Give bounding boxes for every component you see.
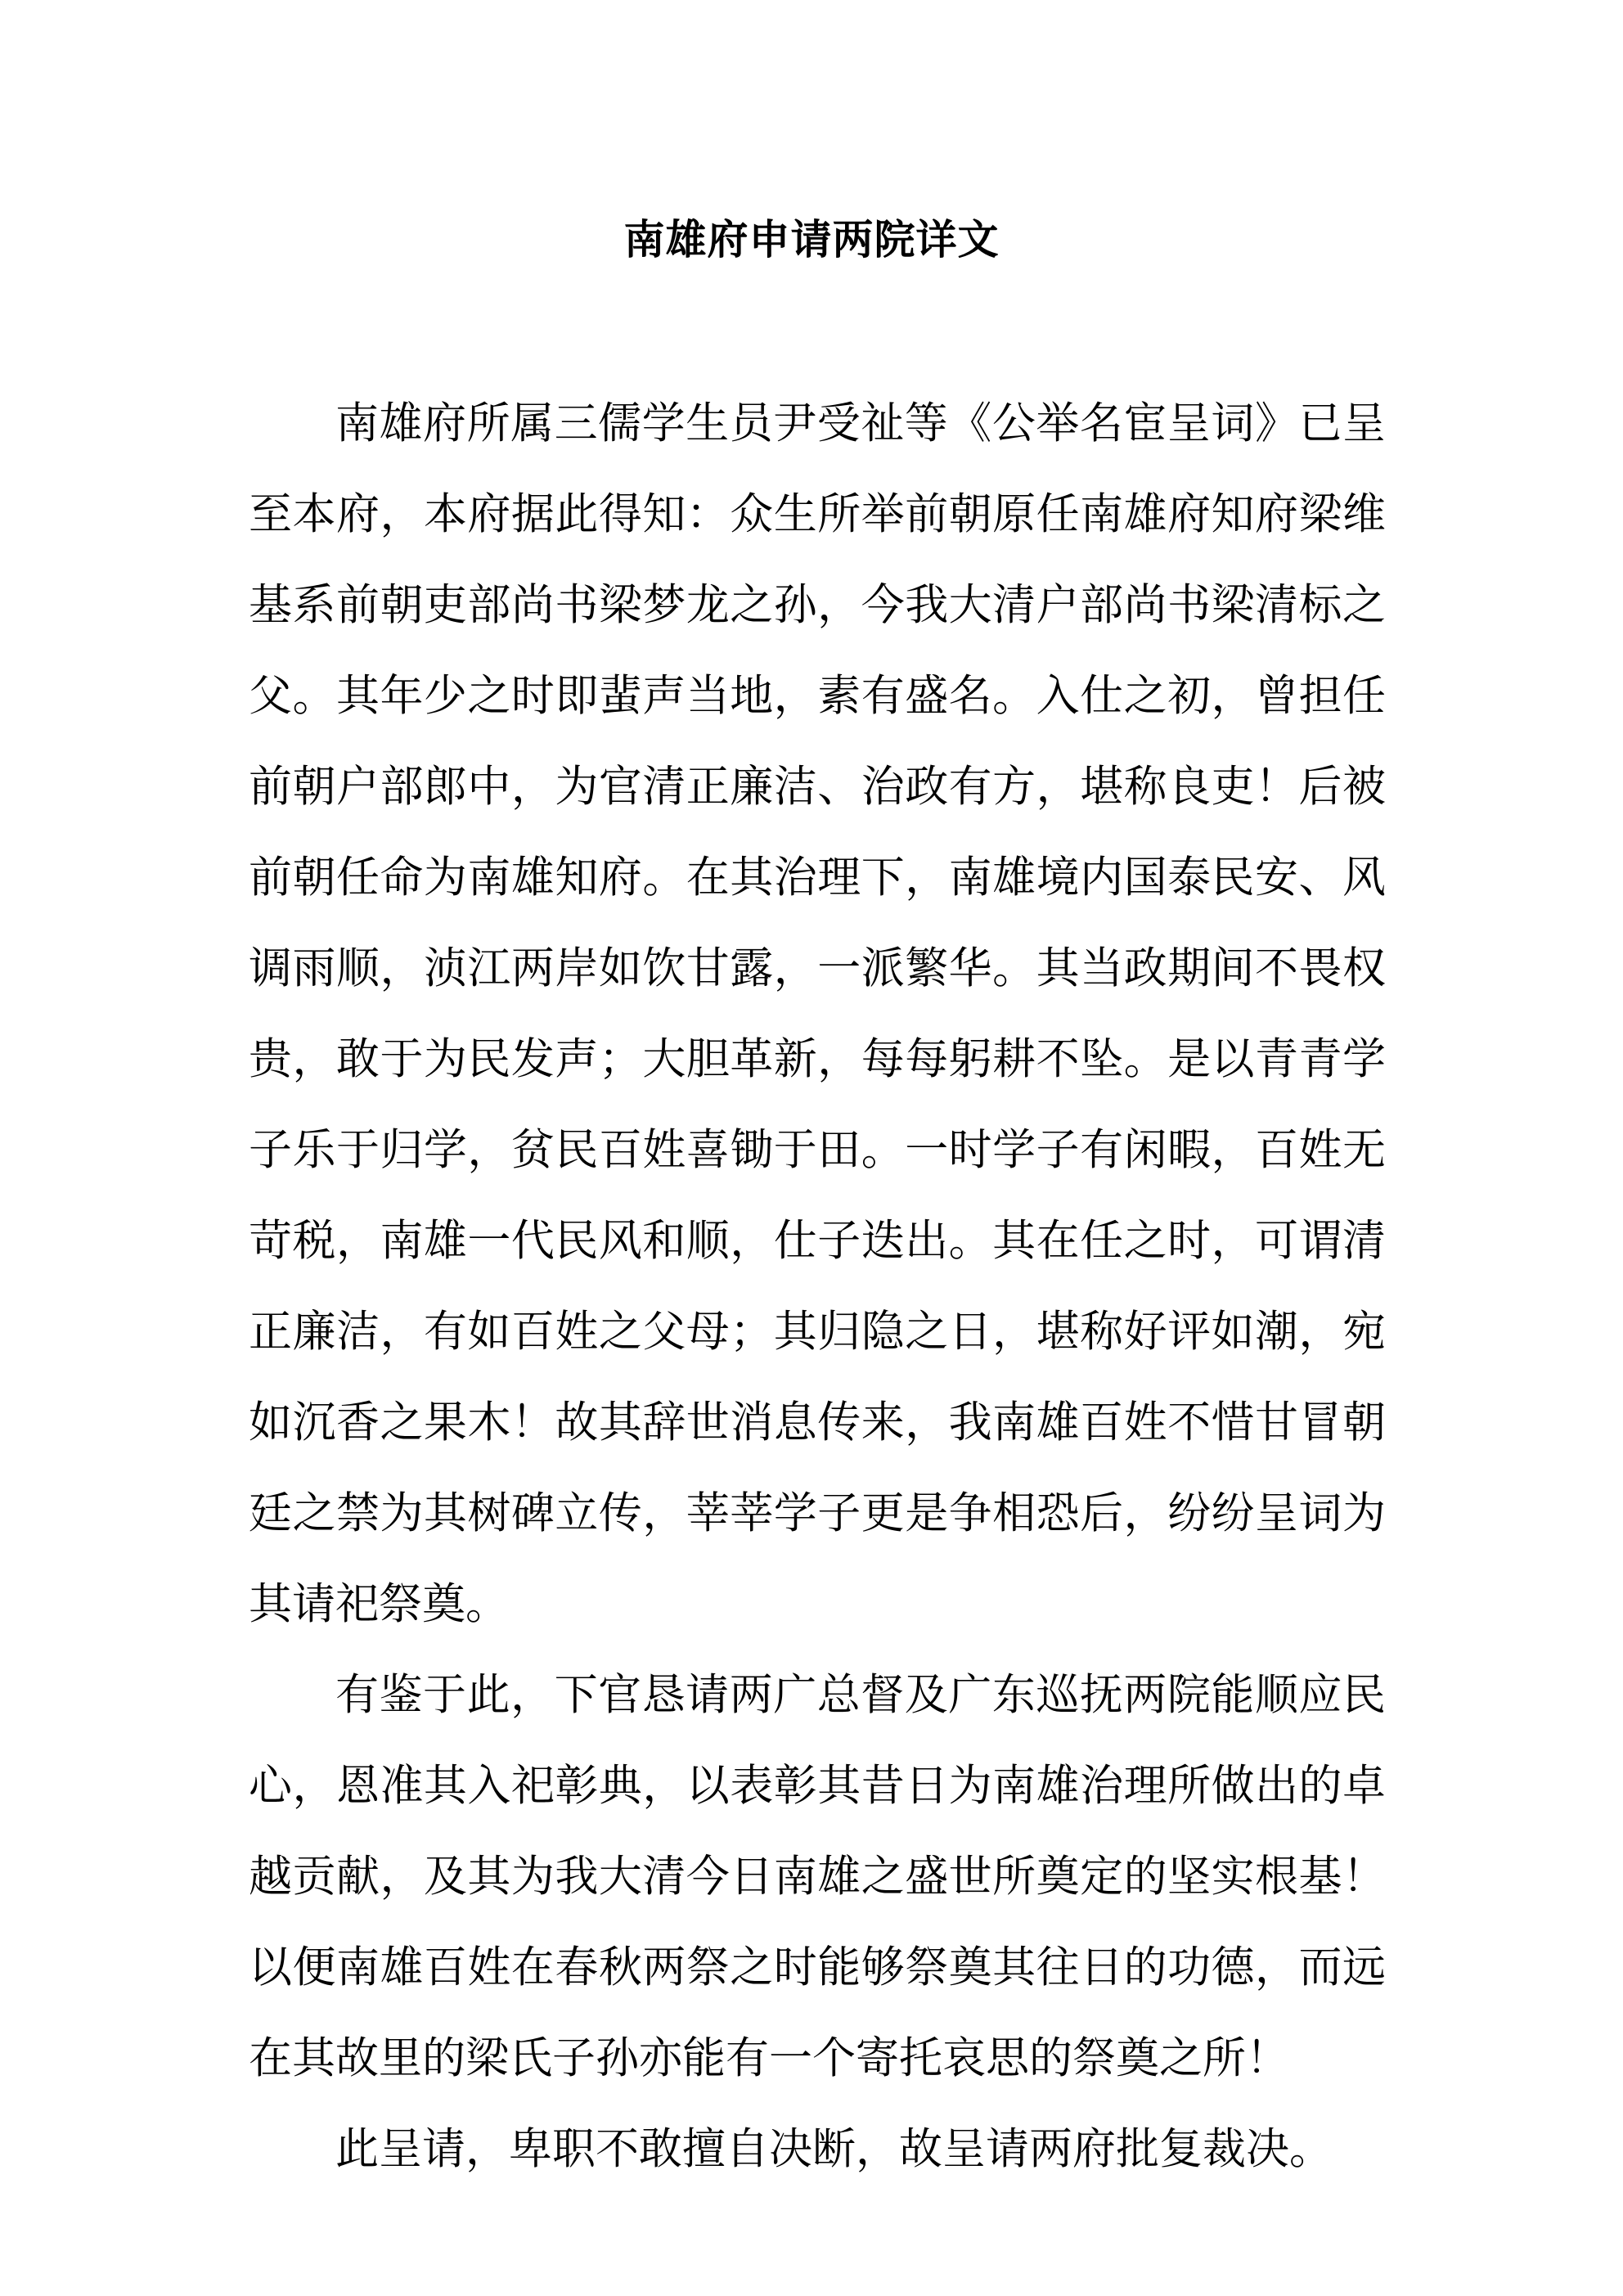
paragraph-2: 有鉴于此，下官恳请两广总督及广东巡抚两院能顺应民心，恩准其入祀彰典，以表彰其昔日为南雄治理所做出的卓越贡献，及其为我大清今日南雄之盛世所奠定的坚实根基！以便南雄百姓在春秋两祭之时能够祭奠其往日的功德，而远在其故里的梁氏子孙亦能有一个寄托哀思的祭奠之所！: [249, 1670, 1386, 2083]
paragraph-3: 此呈请，卑职不敢擅自决断，故呈请两府批复裁决。: [335, 2124, 1333, 2174]
paragraph-1: 南雄府所属三儒学生员尹受祉等《公举名宦呈词》已呈至本府，本府据此得知：众生所举前朝原任南雄府知府梁维基系前朝吏部尚书梁梦龙之孙，今我大清户部尚书梁清标之父。其年少之时即蜚声当地，素有盛名。入仕之初，曾担任前朝户部郎中，为官清正廉洁、治政有方，堪称良吏！后被前朝任命为南雄知府。在其治理下，南雄境内国泰民安、风调雨顺，浈江两岸如饮甘露，一派繁华。其当政期间不畏权贵，敢于为民发声；大胆革新，每每躬耕不坠。是以青青学子乐于归学，贫民百姓喜锄于田。一时学子有闲暇，百姓无苛税，南雄一代民风和顺，仕子迭出。其在任之时，可谓清正廉洁，有如百姓之父母；其归隐之日，堪称好评如潮，宛如沉香之果木！故其辞世消息传来，我南雄百姓不惜甘冒朝廷之禁为其树碑立传，莘莘学子更是争相恐后，纷纷呈词为其请祀祭奠。: [249, 398, 1386, 1629]
document-title: 南雄府申请两院详文: [623, 215, 1000, 263]
document-body: [249, 378, 1386, 2195]
